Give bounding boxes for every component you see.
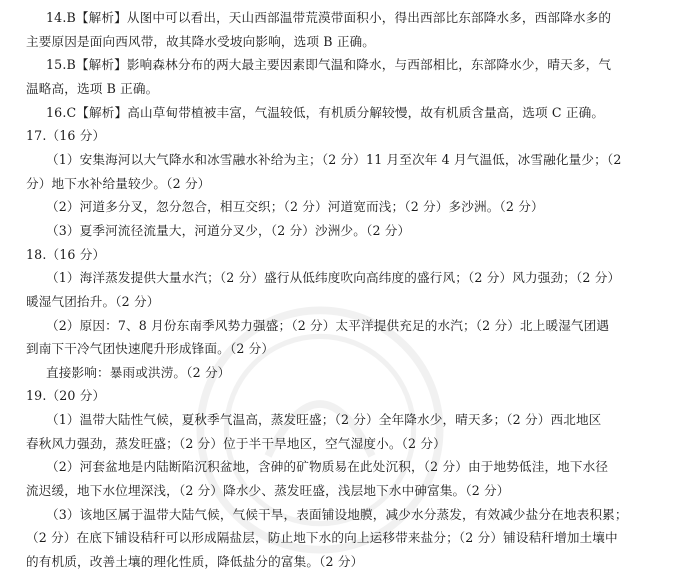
- question-19-heading: 19.（20 分）: [26, 388, 106, 404]
- answer-19-3-line-2: （2 分）在底下铺设秸秆可以形成隔盐层，防止地下水的向上运移带来盐分；（2 分）铺设秸秆增加土壤中: [26, 530, 618, 546]
- question-17-heading: 17.（16 分）: [26, 128, 106, 144]
- answer-17-2-line-1: （2）河道多分叉，忽分忽合，相互交织；（2 分）河道宽而浅；（2 分）多沙洲。（2 分）: [46, 199, 544, 215]
- answer-14-line-1: 14.B【解析】从图中可以看出，天山西部温带荒漠带面积小，得出西部比东部降水多，西部降水多的: [46, 10, 612, 25]
- answer-18-1-line-2: 暖湿气团抬升。（2 分）: [26, 293, 160, 309]
- answer-14-line-2: 主要原因是面向西风带，故其降水受坡向影响，选项 B 正确。: [26, 33, 376, 49]
- answer-19-2-line-1: （2）河套盆地是内陆断陷沉积盆地，含砷的矿物质易在此处沉积，（2 分）由于地势低洼，地下水径: [46, 459, 609, 475]
- answer-18-2-line-1: （2）原因：7、8 月份东南季风势力强盛；（2 分）太平洋提供充足的水汽；（2 分）北上暖湿气团遇: [46, 317, 610, 333]
- answer-19-1-line-1: （1）温带大陆性气候，夏秋季气温高，蒸发旺盛；（2 分）全年降水少，晴天多；（2 分）西北地区: [46, 412, 602, 428]
- answer-17-3-line-1: （3）夏季河流径流量大，河道分叉少，（2 分）沙洲少。（2 分）: [46, 222, 411, 238]
- answer-18-2-line-2: 到南下干冷气团快速爬升形成锋面。（2 分）: [26, 341, 275, 357]
- answer-17-1-line-2: 分）地下水补给量较少。（2 分）: [26, 175, 211, 191]
- answer-15-line-1: 15.B【解析】影响森林分布的两大最主要因素即气温和降水，与西部相比，东部降水少，晴天多，气: [46, 57, 612, 73]
- answer-19-1-line-2: 春秋风力强劲，蒸发旺盛；（2 分）位于半干旱地区，空气湿度小。（2 分）: [26, 435, 446, 451]
- answer-18-direct-impact: 直接影响：暴雨或洪涝。（2 分）: [46, 364, 231, 380]
- question-18-heading: 18.（16 分）: [26, 246, 106, 262]
- answer-19-2-line-2: 流迟缓，地下水位埋深浅，（2 分）降水少、蒸发旺盛，浅层地下水中砷富集。（2 分）: [26, 483, 510, 498]
- answer-18-1-line-1: （1）海洋蒸发提供大量水汽；（2 分）盛行从低纬度吹向高纬度的盛行风；（2 分）风力强劲；（2 分）: [46, 270, 621, 286]
- answer-15-line-2: 温略高，选项 B 正确。: [26, 81, 159, 96]
- answer-19-3-line-1: （3）该地区属于温带大陆气候，气候干旱，表面铺设地膜，减少水分蒸发，有效减少盐分在地表积累；: [46, 506, 628, 522]
- answer-19-3-line-3: 的有机质，改善土壤的理化性质，降低盐分的富集。（2 分）: [26, 554, 364, 569]
- answer-17-1-line-1: （1）安集海河以大气降水和冰雪融水补给为主；（2 分）11 月至次年 4 月气温低，冰雪融化量少；（2: [46, 151, 622, 167]
- answer-16-line-1: 16.C【解析】高山草甸带植被丰富，气温较低，有机质分解较慢，故有机质含量高，选项 C 正确。: [46, 104, 605, 120]
